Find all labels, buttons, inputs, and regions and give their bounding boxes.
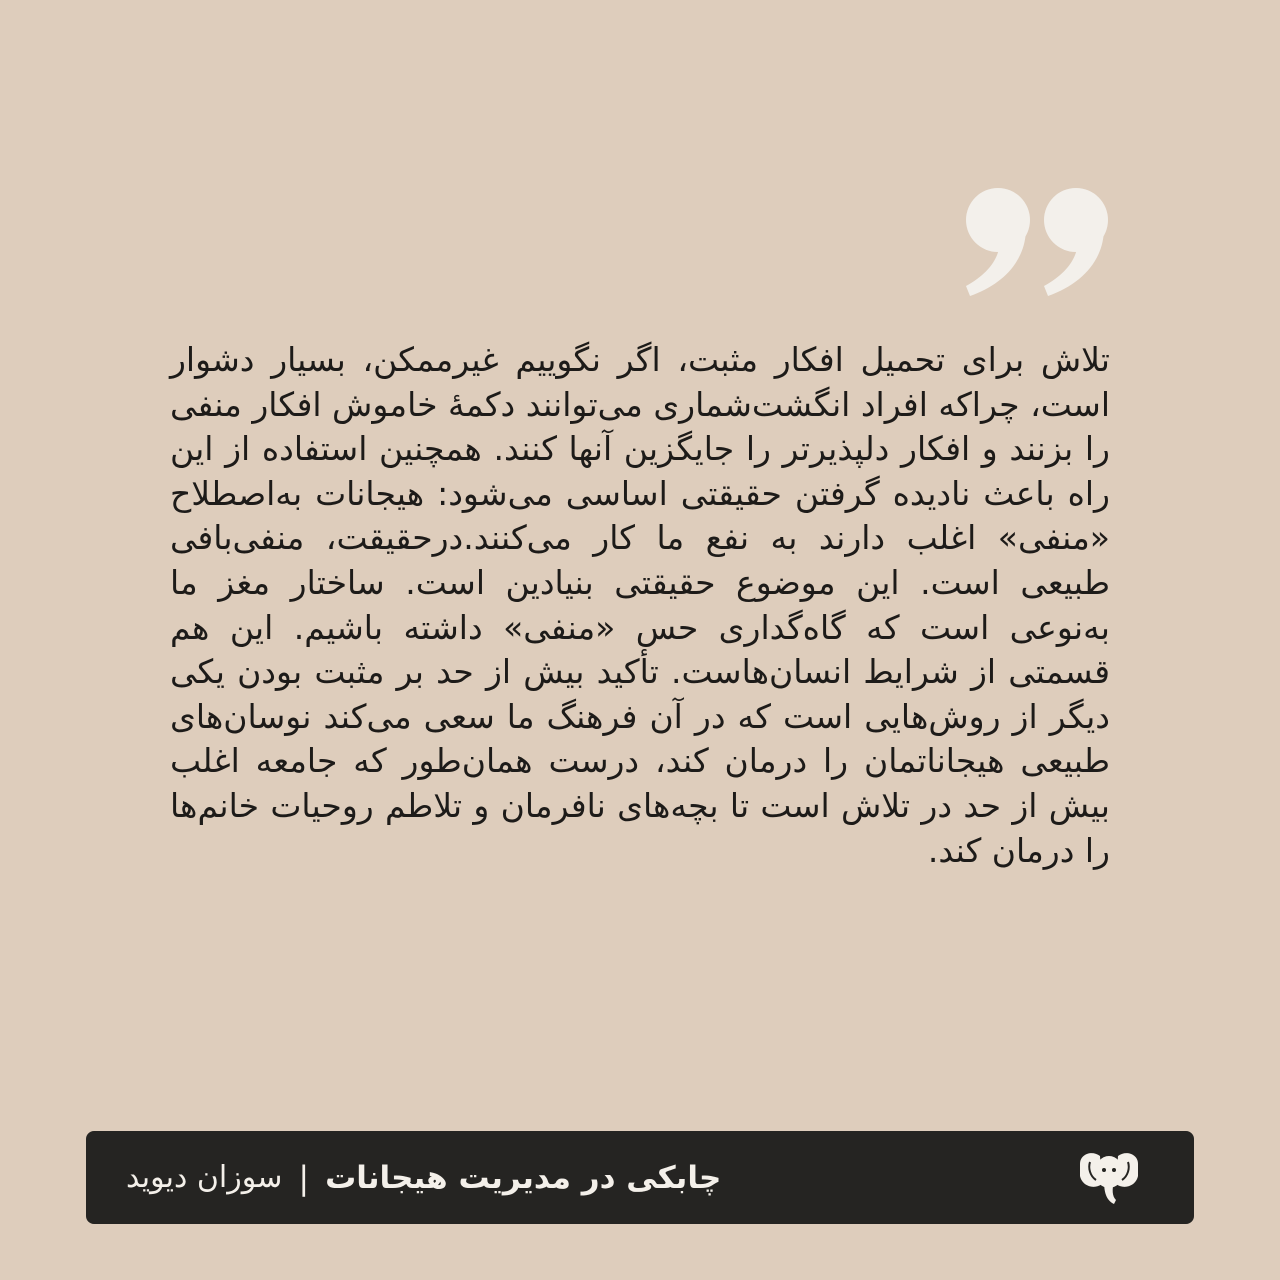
book-title: چابکی در مدیریت هیجانات <box>325 1159 722 1196</box>
footer-divider: | <box>298 1158 310 1197</box>
closing-quote-icon <box>960 180 1120 300</box>
elephant-head-icon <box>1076 1150 1142 1206</box>
author-name: سوزان دیوید <box>126 1160 283 1195</box>
footer-bar <box>86 1131 1194 1224</box>
quote-text: تلاش برای تحمیل افکار مثبت، اگر نگوییم غیرممکن، بسیار دشوار است، چراکه افراد انگشت‌شماری می‌توانند دکمهٔ خاموش افکار منفی را بزنند و افکار دلپذیرتر را جایگزین آنها کنند. همچنین استفاده از این راه باعث نادیده گرفتن حقیقتی اساسی می‌شود: هیجانات به‌اصطلاح «منفی» اغلب دارند به نفع ما کار می‌کنند.درحقیقت، منفی‌بافی طبیعی است. این موضوع حقیقتی بنیادین است. ساختار مغز ما به‌نوعی است که گاه‌گداری حس «منفی» داشته باشیم. این هم قسمتی از شرایط انسان‌هاست. تأکید بیش از حد بر مثبت بودن یکی دیگر از روش‌هایی است که در آن فرهنگ ما سعی می‌کند نوسان‌های طبیعی هیجاناتمان را درمان کند، درست همان‌طور که جامعه اغلب بیش از حد در تلاش است تا بچه‌های نافرمان و تلاطم روحیات خانم‌ها را درمان کند. <box>170 340 1110 870</box>
